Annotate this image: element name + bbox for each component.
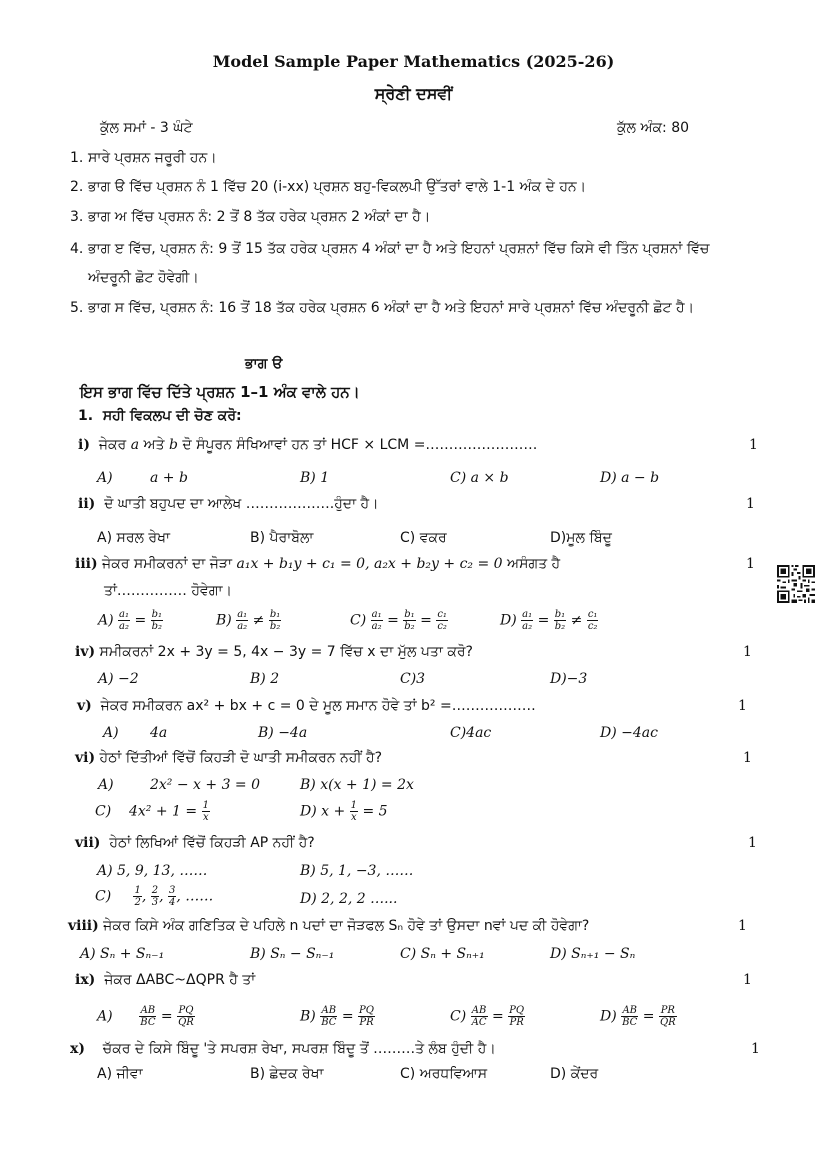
question-iii-cont: ਤਾਂ…………… ਹੋਵੇਗਾ। (104, 583, 232, 599)
fraction: $\frac{AB}{AC}$ (471, 1005, 487, 1028)
marks: 1 (748, 835, 757, 851)
option-d: D) ਕੇਂਦਰ (550, 1066, 599, 1082)
question-v: v) ਜੇਕਰ ਸਮੀਕਰਨ ax² + bx + c = 0 ਦੇ ਮੂਲ ਸਮਾਨ ਹੋਵੇ ਤਾਂ b² =……………… (77, 698, 536, 714)
option-a: A) ਜੀਵਾ (97, 1066, 143, 1082)
option-a: A) (97, 470, 113, 486)
fraction: $\frac{\text{a₁}}{\text{a₂}}$ (119, 609, 130, 632)
option-a: A) (98, 777, 114, 793)
fraction: $\frac{\text{a₁}}{\text{a₂}}$ (371, 609, 382, 632)
question-iii: iii) ਜੇਕਰ ਸਮੀਕਰਨਾਂ ਦਾ ਜੋੜਾ a₁x + b₁y + c₁ = 0, a₂x + b₂y + c₂ = 0 ਅਸੰਗਤ ਹੈ (75, 556, 561, 572)
question-i: i) ਜੇਕਰ a ਅਤੇ b ਦੋ ਸੰਪੂਰਨ ਸੰਖਿਆਵਾਂ ਹਨ ਤਾਂ HCF × LCM =…………………… (78, 437, 538, 453)
question-ii: ii) ਦੋ ਘਾਤੀ ਬਹੁਪਦ ਦਾ ਆਲੇਖ ……………….ਹੁੰਦਾ ਹੈ। (78, 496, 379, 512)
paper-title: Model Sample Paper Mathematics (2025-26) (212, 52, 615, 71)
option-d: D) −4ac (600, 725, 658, 741)
class-label: ਸ੍ਰੇਣੀ ਦਸਵੀਂ (374, 84, 453, 103)
total-time: ਕੁੱਲ ਸਮਾਂ - 3 ਘੰਟੇ (100, 120, 193, 136)
option-a-value: a + b (150, 470, 188, 486)
option-c: C) $\frac{1}{2}$ , $\frac{2}{3}$ , $\frac{3}{4}$ , …… (95, 885, 214, 908)
fraction: $\frac{\text{b₁}}{\text{b₂}}$ (269, 609, 281, 632)
fraction: $\frac{1}{x}$ (202, 800, 209, 823)
question-iv: iv) ਸਮੀਕਰਨਾਂ 2x + 3y = 5, 4x − 3y = 7 ਵਿੱਚ x ਦਾ ਮੁੱਲ ਪਤਾ ਕਰੋ? (75, 644, 473, 660)
fraction: $\frac{\text{b₁}}{\text{b₂}}$ (151, 609, 163, 632)
option-b: B) $\frac{AB}{BC}$ = $\frac{PQ}{PR}$ (300, 1005, 374, 1028)
marks: 1 (749, 437, 758, 453)
option-b: B) $\frac{\text{a₁}}{\text{a₂}}$ ≠ $\frac{\text{b₁}}{\text{b₂}}$ (216, 609, 281, 632)
instruction-item: 3. ਭਾਗ ਅ ਵਿੱਚ ਪ੍ਰਸ਼ਨ ਨੰ: 2 ਤੋਂ 8 ਤੱਕ ਹਰੇਕ ਪ੍ਰਸ਼ਨ 2 ਅੰਕਾਂ ਦਾ ਹੈ। (70, 209, 431, 225)
marks: 1 (743, 972, 752, 988)
fraction: $\frac{PR}{QR}$ (659, 1005, 676, 1028)
fraction: $\frac{AB}{BC}$ (622, 1005, 638, 1028)
fraction: $\frac{\text{a₁}}{\text{a₂}}$ (237, 609, 248, 632)
question-viii: viii) ਜੇਕਰ ਕਿਸੇ ਅੰਕ ਗਣਿਤਿਕ ਦੇ ਪਹਿਲੇ n ਪਦਾਂ ਦਾ ਜੋੜਫਲ Sₙ ਹੋਵੇ ਤਾਂ ਉਸਦਾ nਵਾਂ ਪਦ ਕੀ ਹੋਵੇਗਾ? (68, 918, 590, 934)
option-a-value: 4a (150, 725, 168, 741)
marks: 1 (743, 644, 752, 660)
option-c: C) ਅਰਧਵਿਆਸ (400, 1066, 488, 1082)
option-c: C) Sₙ + Sₙ₊₁ (400, 946, 485, 962)
fraction: $\frac{2}{3}$ (151, 885, 159, 908)
instruction-item: 1. ਸਾਰੇ ਪ੍ਰਸ਼ਨ ਜਰੂਰੀ ਹਨ। (70, 150, 217, 166)
section-note: ਇਸ ਭਾਗ ਵਿੱਚ ਦਿੱਤੇ ਪ੍ਰਸ਼ਨ 1–1 ਅੰਕ ਵਾਲੇ ਹਨ। (80, 383, 360, 401)
marks: 1 (751, 1041, 760, 1057)
option-a: A) $\frac{AB}{BC}$ = $\frac{PQ}{QR}$ (97, 1005, 194, 1028)
option-b: B) 5, 1, −3, …… (300, 863, 414, 879)
option-b: B) −4a (258, 725, 308, 741)
question-x: x) ਚੱਕਰ ਦੇ ਕਿਸੇ ਬਿੰਦੂ 'ਤੇ ਸਪਰਸ਼ ਰੇਖਾ, ਸਪਰਸ਼ ਬਿੰਦੂ ਤੋਂ ………ਤੇ ਲੰਬ ਹੁੰਦੀ ਹੈ। (70, 1041, 496, 1057)
option-a: A) −2 (98, 671, 139, 687)
option-a: A) 5, 9, 13, …… (97, 863, 208, 879)
fraction: $\frac{PQ}{QR}$ (178, 1005, 194, 1028)
option-b: B) 1 (300, 470, 330, 486)
option-a-value: 2x² − x + 3 = 0 (150, 777, 261, 793)
option-d: D)−3 (550, 671, 588, 687)
instruction-item: 4. ਭਾਗ ੲ ਵਿੱਚ, ਪ੍ਰਸ਼ਨ ਨੰ: 9 ਤੋਂ 15 ਤੱਕ ਹਰੇਕ ਪ੍ਰਸ਼ਨ 4 ਅੰਕਾਂ ਦਾ ਹੈ ਅਤੇ ਇਹਨਾਂ ਪ੍ਰਸ਼ਨਾਂ ਵਿੱਚ ਕਿਸੇ ਵੀ ਤਿੰਨ ਪ੍ਰਸ਼ਨਾਂ ਵਿੱਚ ਅੰਦਰੂਨੀ ਛੋਟ ਹੋਵੇਗੀ। (70, 241, 710, 286)
option-b: B) 2 (250, 671, 280, 687)
fraction: $\frac{AB}{BC}$ (321, 1005, 337, 1028)
option-c: C) ਵਕਰ (400, 530, 447, 546)
option-b: B) x(x + 1) = 2x (300, 777, 414, 793)
option-d: D) $\frac{AB}{BC}$ = $\frac{PR}{QR}$ (600, 1005, 676, 1028)
option-c: C) a × b (450, 470, 509, 486)
option-a: A) ਸਰਲ ਰੇਖਾ (97, 530, 170, 546)
option-d: D) x + $\frac{1}{x}$ = 5 (300, 800, 388, 823)
question-1: 1. ਸਹੀ ਵਿਕਲਪ ਦੀ ਚੋਣ ਕਰੋ: (78, 408, 242, 424)
question-ix: ix) ਜੇਕਰ ΔABC~ΔQPR ਹੈ ਤਾਂ (75, 972, 256, 988)
question-vii: vii) ਹੇਠਾਂ ਲਿਖਿਆਂ ਵਿੱਚੋਂ ਕਿਹੜੀ AP ਨਹੀਂ ਹੈ? (75, 835, 315, 851)
option-c: C) $\frac{AB}{AC}$ = $\frac{PQ}{PR}$ (450, 1005, 525, 1028)
section-name: ਭਾਗ ੳ (245, 356, 283, 372)
fraction: $\frac{PQ}{PR}$ (509, 1005, 525, 1028)
option-a: A) $\frac{\text{a₁}}{\text{a₂}}$ = $\frac{\text{b₁}}{\text{b₂}}$ (98, 609, 163, 632)
option-c: C)4ac (450, 725, 492, 741)
fraction: $\frac{\text{c₁}}{\text{c₂}}$ (587, 609, 598, 632)
marks: 1 (743, 750, 752, 766)
total-marks: ਕੁੱਲ ਅੰਕ: 80 (617, 120, 690, 136)
marks: 1 (738, 918, 747, 934)
option-d: D) Sₙ₊₁ − Sₙ (550, 946, 636, 962)
option-a: A) (103, 725, 119, 741)
fraction: $\frac{PQ}{PR}$ (359, 1005, 374, 1028)
instruction-item: 2. ਭਾਗ ੳ ਵਿੱਚ ਪ੍ਰਸ਼ਨ ਨੰ 1 ਵਿੱਚ 20 (i-xx) ਪ੍ਰਸ਼ਨ ਬਹੁ-ਵਿਕਲਪੀ ਉੱਤਰਾਂ ਵਾਲੇ 1-1 ਅੰਕ ਦੇ ਹਨ। (70, 179, 587, 195)
fraction: $\frac{\text{b₁}}{\text{b₂}}$ (404, 609, 415, 632)
option-d: D) a − b (600, 470, 660, 486)
option-c: C) 4x² + 1 = $\frac{1}{x}$ (95, 800, 209, 823)
option-d: D) 2, 2, 2 …... (300, 891, 398, 907)
marks: 1 (746, 496, 755, 512)
marks: 1 (746, 556, 755, 572)
instruction-item: 5. ਭਾਗ ਸ ਵਿੱਚ, ਪ੍ਰਸ਼ਨ ਨੰ: 16 ਤੋਂ 18 ਤੱਕ ਹਰੇਕ ਪ੍ਰਸ਼ਨ 6 ਅੰਕਾਂ ਦਾ ਹੈ ਅਤੇ ਇਹਨਾਂ ਸਾਰੇ ਪ੍ਰਸ਼ਨਾਂ ਵਿੱਚ ਅੰਦਰੂਨੀ ਛੋਟ ਹੈ। (70, 300, 695, 316)
qr-code (777, 565, 815, 603)
option-b: B) Sₙ − Sₙ₋₁ (250, 946, 335, 962)
fraction: $\frac{1}{x}$ (350, 800, 358, 823)
fraction: $\frac{1}{2}$ (134, 885, 141, 908)
fraction: $\frac{\text{a₁}}{\text{a₂}}$ (522, 609, 533, 632)
option-c: C)3 (400, 671, 426, 687)
fraction: $\frac{\text{c₁}}{\text{c₂}}$ (437, 609, 447, 632)
fraction: $\frac{AB}{BC}$ (140, 1005, 156, 1028)
option-c: C) $\frac{\text{a₁}}{\text{a₂}}$ = $\frac{\text{b₁}}{\text{b₂}}$ = $\frac{\text{c₁}}{\text{c₂}}$ (350, 609, 447, 632)
option-d: D) $\frac{\text{a₁}}{\text{a₂}}$ = $\frac{\text{b₁}}{\text{b₂}}$ ≠ $\frac{\text{c₁}}{\text{c₂}}$ (500, 609, 598, 632)
option-b: B) ਪੈਰਾਬੋਲਾ (250, 530, 314, 546)
fraction: $\frac{\text{b₁}}{\text{b₂}}$ (554, 609, 566, 632)
fraction: $\frac{3}{4}$ (169, 885, 176, 908)
option-a: A) Sₙ + Sₙ₋₁ (80, 946, 165, 962)
marks: 1 (738, 698, 747, 714)
question-vi: vi) ਹੇਠਾਂ ਦਿੱਤੀਆਂ ਵਿੱਚੋਂ ਕਿਹੜੀ ਦੋ ਘਾਤੀ ਸਮੀਕਰਨ ਨਹੀਂ ਹੈ? (75, 750, 383, 766)
option-d: D)ਮੂਲ ਬਿੰਦੂ (550, 530, 612, 546)
option-b: B) ਛੇਦਕ ਰੇਖਾ (250, 1066, 324, 1082)
